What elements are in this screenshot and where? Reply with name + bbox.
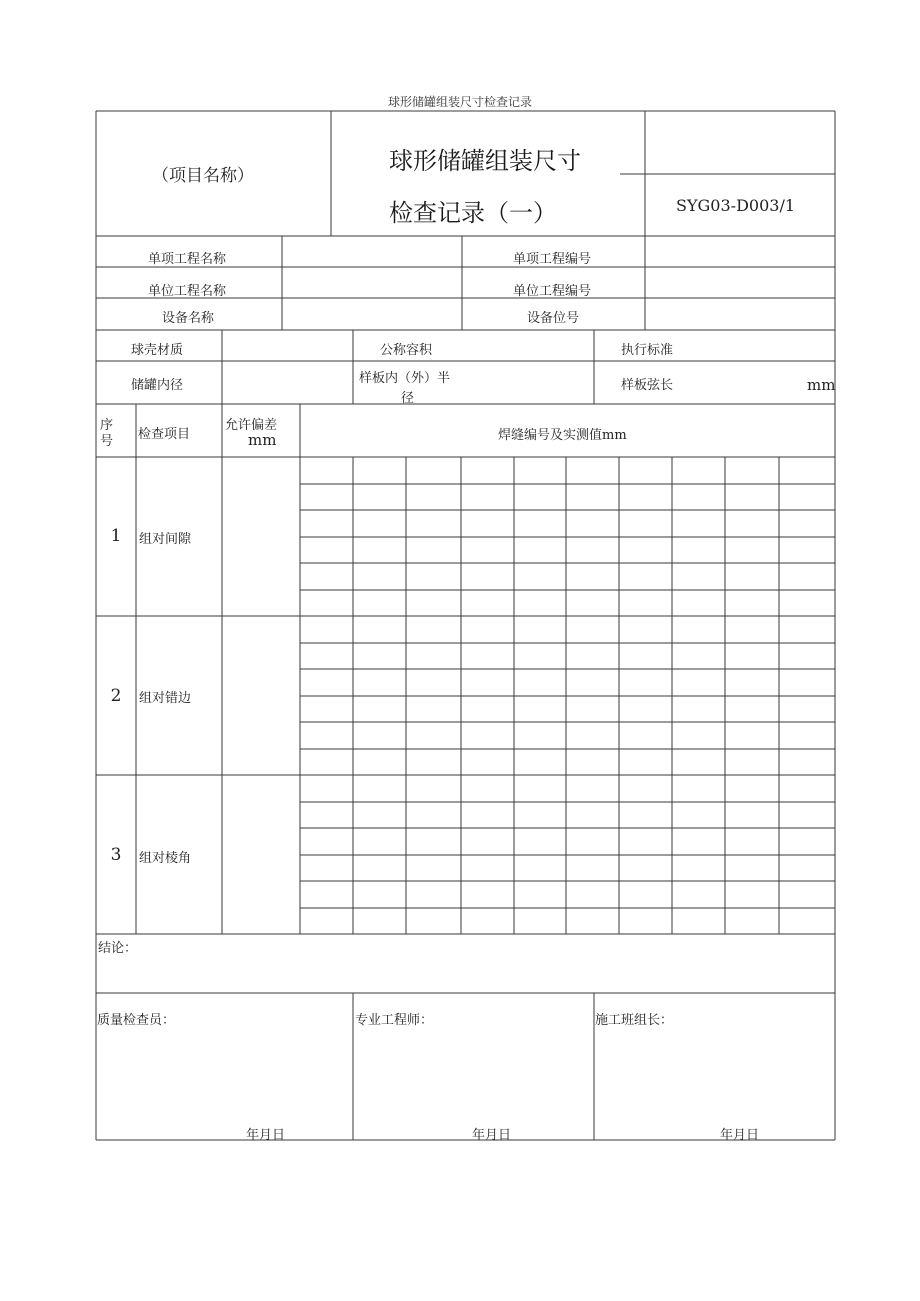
item-2-no: 2	[110, 686, 122, 706]
measure-cell-2-3-3[interactable]	[407, 670, 460, 695]
measure-cell-2-2-9[interactable]	[726, 644, 778, 669]
measure-cell-3-5-1[interactable]	[301, 882, 352, 907]
measure-cell-1-6-7[interactable]	[620, 591, 671, 616]
measure-cell-2-1-10[interactable]	[780, 617, 834, 642]
item-2-name: 组对错边	[139, 691, 192, 706]
measure-cell-3-1-5[interactable]	[515, 776, 565, 801]
measure-cell-3-2-8[interactable]	[673, 803, 724, 828]
measure-cell-2-5-2[interactable]	[354, 723, 405, 748]
measure-cell-1-4-4[interactable]	[462, 538, 513, 563]
measure-cell-2-5-9[interactable]	[726, 723, 778, 748]
item-3-tolerance-field[interactable]	[224, 777, 299, 933]
measure-cell-1-4-10[interactable]	[780, 538, 834, 563]
measure-cell-3-6-5[interactable]	[515, 909, 565, 934]
measure-cell-1-2-9[interactable]	[726, 485, 778, 510]
measure-cell-2-5-7[interactable]	[620, 723, 671, 748]
measure-cell-3-2-2[interactable]	[354, 803, 405, 828]
template-chord-label: 样板弦长	[621, 378, 674, 393]
measure-cell-2-1-9[interactable]	[726, 617, 778, 642]
measure-cell-1-2-6[interactable]	[567, 485, 618, 510]
measure-cell-1-6-2[interactable]	[354, 591, 405, 616]
measure-cell-1-3-7[interactable]	[620, 511, 671, 536]
measure-cell-2-2-2[interactable]	[354, 644, 405, 669]
team-leader-date: 年月日	[720, 1128, 760, 1143]
measure-cell-2-3-9[interactable]	[726, 670, 778, 695]
measure-cell-2-5-1[interactable]	[301, 723, 352, 748]
measure-cell-1-6-10[interactable]	[780, 591, 834, 616]
measure-cell-2-6-2[interactable]	[354, 750, 405, 775]
measure-cell-2-2-5[interactable]	[515, 644, 565, 669]
measure-cell-1-4-6[interactable]	[567, 538, 618, 563]
measure-cell-2-4-4[interactable]	[462, 697, 513, 722]
measure-cell-3-5-5[interactable]	[515, 882, 565, 907]
measure-cell-2-2-6[interactable]	[567, 644, 618, 669]
measure-cell-1-2-8[interactable]	[673, 485, 724, 510]
sub-project-name-field[interactable]	[284, 238, 460, 266]
measure-cell-1-6-5[interactable]	[515, 591, 565, 616]
measure-cell-3-1-9[interactable]	[726, 776, 778, 801]
measure-cell-1-6-8[interactable]	[673, 591, 724, 616]
template-radius-label-line1: 样板内（外）半	[359, 371, 451, 386]
measure-cell-3-2-4[interactable]	[462, 803, 513, 828]
measure-cell-1-3-1[interactable]	[301, 511, 352, 536]
conclusion-field[interactable]	[140, 937, 834, 991]
sub-project-no-field[interactable]	[646, 238, 834, 266]
measure-cell-1-1-6[interactable]	[567, 458, 618, 483]
measure-cell-1-2-4[interactable]	[462, 485, 513, 510]
measure-cell-2-1-4[interactable]	[462, 617, 513, 642]
quality-inspector-signature-field[interactable]	[98, 1030, 350, 1118]
measure-cell-3-6-1[interactable]	[301, 909, 352, 934]
measure-cell-2-6-1[interactable]	[301, 750, 352, 775]
measure-cell-2-5-4[interactable]	[462, 723, 513, 748]
measure-cell-2-1-3[interactable]	[407, 617, 460, 642]
measure-cell-1-4-9[interactable]	[726, 538, 778, 563]
measure-cell-3-3-7[interactable]	[620, 829, 671, 854]
measure-cell-3-1-10[interactable]	[780, 776, 834, 801]
measure-cell-3-1-7[interactable]	[620, 776, 671, 801]
measure-cell-3-6-7[interactable]	[620, 909, 671, 934]
measure-cell-1-2-1[interactable]	[301, 485, 352, 510]
measure-cell-2-5-5[interactable]	[515, 723, 565, 748]
unit-project-no-label: 单位工程编号	[513, 284, 592, 299]
measure-cell-3-2-1[interactable]	[301, 803, 352, 828]
measure-cell-2-4-7[interactable]	[620, 697, 671, 722]
measure-cell-2-3-8[interactable]	[673, 670, 724, 695]
item-1-name: 组对间隙	[139, 532, 192, 547]
measure-cell-3-3-9[interactable]	[726, 829, 778, 854]
measure-cell-1-1-1[interactable]	[301, 458, 352, 483]
measure-cell-2-2-4[interactable]	[462, 644, 513, 669]
measure-cell-3-1-6[interactable]	[567, 776, 618, 801]
measure-cell-1-1-9[interactable]	[726, 458, 778, 483]
specialty-engineer-signature-field[interactable]	[356, 1030, 590, 1118]
measure-cell-1-3-8[interactable]	[673, 511, 724, 536]
specialty-engineer-date: 年月日	[472, 1128, 512, 1143]
measure-cell-1-1-7[interactable]	[620, 458, 671, 483]
measure-cell-2-5-10[interactable]	[780, 723, 834, 748]
measure-cell-1-3-4[interactable]	[462, 511, 513, 536]
measure-cell-3-1-1[interactable]	[301, 776, 352, 801]
measure-cell-3-5-8[interactable]	[673, 882, 724, 907]
measure-cell-1-2-7[interactable]	[620, 485, 671, 510]
measure-cell-2-1-5[interactable]	[515, 617, 565, 642]
measured-header: 焊缝编号及实测值mm	[498, 428, 627, 443]
measure-cell-3-6-3[interactable]	[407, 909, 460, 934]
measure-cell-3-3-4[interactable]	[462, 829, 513, 854]
measure-cell-3-6-4[interactable]	[462, 909, 513, 934]
measure-cell-3-4-1[interactable]	[301, 856, 352, 881]
equipment-name-field[interactable]	[284, 300, 460, 328]
measure-cell-3-5-7[interactable]	[620, 882, 671, 907]
measure-cell-2-1-6[interactable]	[567, 617, 618, 642]
measure-cell-1-6-9[interactable]	[726, 591, 778, 616]
seq-header-line2: 号	[100, 434, 114, 449]
measure-cell-2-6-8[interactable]	[673, 750, 724, 775]
measure-cell-2-4-5[interactable]	[515, 697, 565, 722]
measure-cell-2-2-10[interactable]	[780, 644, 834, 669]
measure-cell-1-1-8[interactable]	[673, 458, 724, 483]
measure-cell-3-5-4[interactable]	[462, 882, 513, 907]
project-name-label: （项目名称）	[152, 166, 254, 186]
measure-cell-3-1-8[interactable]	[673, 776, 724, 801]
measure-cell-1-1-4[interactable]	[462, 458, 513, 483]
measure-cell-2-5-6[interactable]	[567, 723, 618, 748]
measure-cell-3-4-6[interactable]	[567, 856, 618, 881]
measure-cell-3-3-2[interactable]	[354, 829, 405, 854]
tank-inner-diameter-label: 储罐内径	[131, 378, 184, 393]
measure-cell-2-1-2[interactable]	[354, 617, 405, 642]
measure-cell-2-3-1[interactable]	[301, 670, 352, 695]
measure-cell-1-5-2[interactable]	[354, 564, 405, 589]
measure-cell-3-5-3[interactable]	[407, 882, 460, 907]
measure-cell-1-5-1[interactable]	[301, 564, 352, 589]
measure-cell-1-5-10[interactable]	[780, 564, 834, 589]
measure-cell-3-4-10[interactable]	[780, 856, 834, 881]
shell-material-label: 球壳材质	[131, 343, 184, 358]
team-leader-label: 施工班组长：	[595, 1013, 674, 1028]
item-1-no: 1	[110, 526, 122, 546]
measure-cell-3-6-6[interactable]	[567, 909, 618, 934]
standard-field[interactable]	[690, 332, 834, 360]
measure-cell-2-6-7[interactable]	[620, 750, 671, 775]
measure-cell-1-5-9[interactable]	[726, 564, 778, 589]
measure-cell-3-4-5[interactable]	[515, 856, 565, 881]
template-chord-field[interactable]	[690, 363, 800, 403]
measure-cell-3-3-8[interactable]	[673, 829, 724, 854]
measure-cell-3-4-9[interactable]	[726, 856, 778, 881]
measure-cell-1-2-3[interactable]	[407, 485, 460, 510]
measure-cell-1-5-6[interactable]	[567, 564, 618, 589]
measure-cell-3-3-10[interactable]	[780, 829, 834, 854]
quality-inspector-label: 质量检查员：	[97, 1013, 176, 1028]
measure-cell-1-5-7[interactable]	[620, 564, 671, 589]
measure-cell-2-6-10[interactable]	[780, 750, 834, 775]
document-title: 球形储罐组装尺寸检查记录	[387, 95, 532, 109]
measure-cell-1-3-6[interactable]	[567, 511, 618, 536]
measure-cell-3-6-8[interactable]	[673, 909, 724, 934]
measure-cell-3-4-2[interactable]	[354, 856, 405, 881]
measure-cell-3-3-1[interactable]	[301, 829, 352, 854]
item-3-name: 组对棱角	[139, 851, 192, 866]
measure-cell-3-2-9[interactable]	[726, 803, 778, 828]
item-2-tolerance-field[interactable]	[224, 618, 299, 774]
measure-cell-3-5-9[interactable]	[726, 882, 778, 907]
form-title-line1: 球形储罐组装尺寸	[389, 147, 581, 175]
measure-cell-1-2-10[interactable]	[780, 485, 834, 510]
measure-cell-3-1-2[interactable]	[354, 776, 405, 801]
measure-cell-2-2-1[interactable]	[301, 644, 352, 669]
tank-inner-diameter-field[interactable]	[224, 363, 352, 403]
equipment-position-label: 设备位号	[527, 311, 580, 326]
measure-cell-2-6-6[interactable]	[567, 750, 618, 775]
measure-cell-1-4-2[interactable]	[354, 538, 405, 563]
measure-cell-3-4-4[interactable]	[462, 856, 513, 881]
measure-cell-1-4-3[interactable]	[407, 538, 460, 563]
template-radius-field[interactable]	[470, 363, 592, 403]
measure-cell-3-2-5[interactable]	[515, 803, 565, 828]
measure-cell-3-6-10[interactable]	[780, 909, 834, 934]
measure-cell-3-2-3[interactable]	[407, 803, 460, 828]
measure-cell-1-4-5[interactable]	[515, 538, 565, 563]
measure-cell-2-6-5[interactable]	[515, 750, 565, 775]
nominal-volume-label: 公称容积	[380, 343, 433, 358]
measure-cell-3-4-8[interactable]	[673, 856, 724, 881]
measure-cell-1-3-3[interactable]	[407, 511, 460, 536]
form-code: SYG03-D003/1	[676, 196, 796, 215]
measure-cell-1-5-3[interactable]	[407, 564, 460, 589]
measure-cell-2-6-4[interactable]	[462, 750, 513, 775]
measure-cell-1-5-5[interactable]	[515, 564, 565, 589]
nominal-volume-field[interactable]	[457, 332, 593, 360]
measure-cell-3-3-6[interactable]	[567, 829, 618, 854]
measure-cell-1-4-7[interactable]	[620, 538, 671, 563]
sub-project-no-label: 单项工程编号	[513, 252, 592, 267]
measure-cell-2-3-6[interactable]	[567, 670, 618, 695]
measure-cell-1-6-1[interactable]	[301, 591, 352, 616]
measure-cell-3-2-7[interactable]	[620, 803, 671, 828]
measure-cell-1-6-4[interactable]	[462, 591, 513, 616]
specialty-engineer-label: 专业工程师：	[355, 1013, 434, 1028]
measure-cell-2-2-8[interactable]	[673, 644, 724, 669]
measure-cell-3-2-6[interactable]	[567, 803, 618, 828]
template-radius-label-line2: 径	[401, 391, 415, 406]
conclusion-label: 结论：	[98, 941, 138, 956]
measure-cell-2-3-5[interactable]	[515, 670, 565, 695]
measure-cell-2-2-7[interactable]	[620, 644, 671, 669]
unit-project-no-field[interactable]	[646, 269, 834, 297]
measure-cell-2-4-6[interactable]	[567, 697, 618, 722]
measure-cell-2-6-3[interactable]	[407, 750, 460, 775]
measure-cell-3-4-7[interactable]	[620, 856, 671, 881]
measure-cell-2-2-3[interactable]	[407, 644, 460, 669]
measure-cell-1-6-3[interactable]	[407, 591, 460, 616]
measure-cell-1-1-5[interactable]	[515, 458, 565, 483]
team-leader-signature-field[interactable]	[596, 1030, 832, 1118]
measure-cell-3-1-3[interactable]	[407, 776, 460, 801]
measure-cell-2-4-1[interactable]	[301, 697, 352, 722]
item-header: 检查项目	[138, 427, 191, 442]
measure-cell-1-4-1[interactable]	[301, 538, 352, 563]
sub-project-name-label: 单项工程名称	[148, 252, 227, 267]
measure-cell-3-3-5[interactable]	[515, 829, 565, 854]
measure-cell-3-6-2[interactable]	[354, 909, 405, 934]
shell-material-field[interactable]	[224, 332, 352, 360]
measure-cell-1-2-5[interactable]	[515, 485, 565, 510]
standard-label: 执行标准	[621, 343, 674, 358]
measure-cell-3-4-3[interactable]	[407, 856, 460, 881]
measure-cell-2-4-2[interactable]	[354, 697, 405, 722]
measure-cell-2-3-4[interactable]	[462, 670, 513, 695]
measure-cell-2-1-8[interactable]	[673, 617, 724, 642]
measure-cell-2-4-8[interactable]	[673, 697, 724, 722]
measure-cell-1-3-10[interactable]	[780, 511, 834, 536]
measure-cell-3-5-6[interactable]	[567, 882, 618, 907]
tolerance-header: 允许偏差	[225, 418, 278, 433]
measure-cell-3-5-2[interactable]	[354, 882, 405, 907]
form-title-line2: 检查记录（一）	[389, 199, 557, 227]
item-1-tolerance-field[interactable]	[224, 459, 299, 615]
measure-cell-1-5-8[interactable]	[673, 564, 724, 589]
measure-cell-3-2-10[interactable]	[780, 803, 834, 828]
measure-cell-2-4-10[interactable]	[780, 697, 834, 722]
measure-cell-2-3-2[interactable]	[354, 670, 405, 695]
measure-cell-1-4-8[interactable]	[673, 538, 724, 563]
measure-cell-2-6-9[interactable]	[726, 750, 778, 775]
equipment-name-label: 设备名称	[162, 311, 215, 326]
measure-cell-3-5-10[interactable]	[780, 882, 834, 907]
measure-cell-1-2-2[interactable]	[354, 485, 405, 510]
quality-inspector-date: 年月日	[246, 1128, 286, 1143]
measure-cell-1-6-6[interactable]	[567, 591, 618, 616]
equipment-position-field[interactable]	[646, 300, 834, 328]
measure-cell-1-5-4[interactable]	[462, 564, 513, 589]
measure-cell-3-3-3[interactable]	[407, 829, 460, 854]
measure-cell-2-5-3[interactable]	[407, 723, 460, 748]
measure-cell-2-3-7[interactable]	[620, 670, 671, 695]
seq-header-line1: 序	[100, 418, 114, 433]
measure-cell-3-1-4[interactable]	[462, 776, 513, 801]
item-3-no: 3	[110, 845, 122, 865]
measure-cell-2-1-1[interactable]	[301, 617, 352, 642]
unit-project-name-label: 单位工程名称	[148, 284, 227, 299]
measure-cell-1-1-2[interactable]	[354, 458, 405, 483]
measure-cell-1-1-3[interactable]	[407, 458, 460, 483]
chord-unit: mm	[807, 376, 836, 394]
measure-cell-1-3-5[interactable]	[515, 511, 565, 536]
unit-project-name-field[interactable]	[284, 269, 460, 297]
measure-cell-2-5-8[interactable]	[673, 723, 724, 748]
measure-cell-2-4-9[interactable]	[726, 697, 778, 722]
measure-cell-1-3-2[interactable]	[354, 511, 405, 536]
measure-cell-1-1-10[interactable]	[780, 458, 834, 483]
measure-cell-2-3-10[interactable]	[780, 670, 834, 695]
measure-cell-2-1-7[interactable]	[620, 617, 671, 642]
measure-cell-2-4-3[interactable]	[407, 697, 460, 722]
tolerance-unit: mm	[248, 431, 277, 449]
measure-cell-1-3-9[interactable]	[726, 511, 778, 536]
measure-cell-3-6-9[interactable]	[726, 909, 778, 934]
